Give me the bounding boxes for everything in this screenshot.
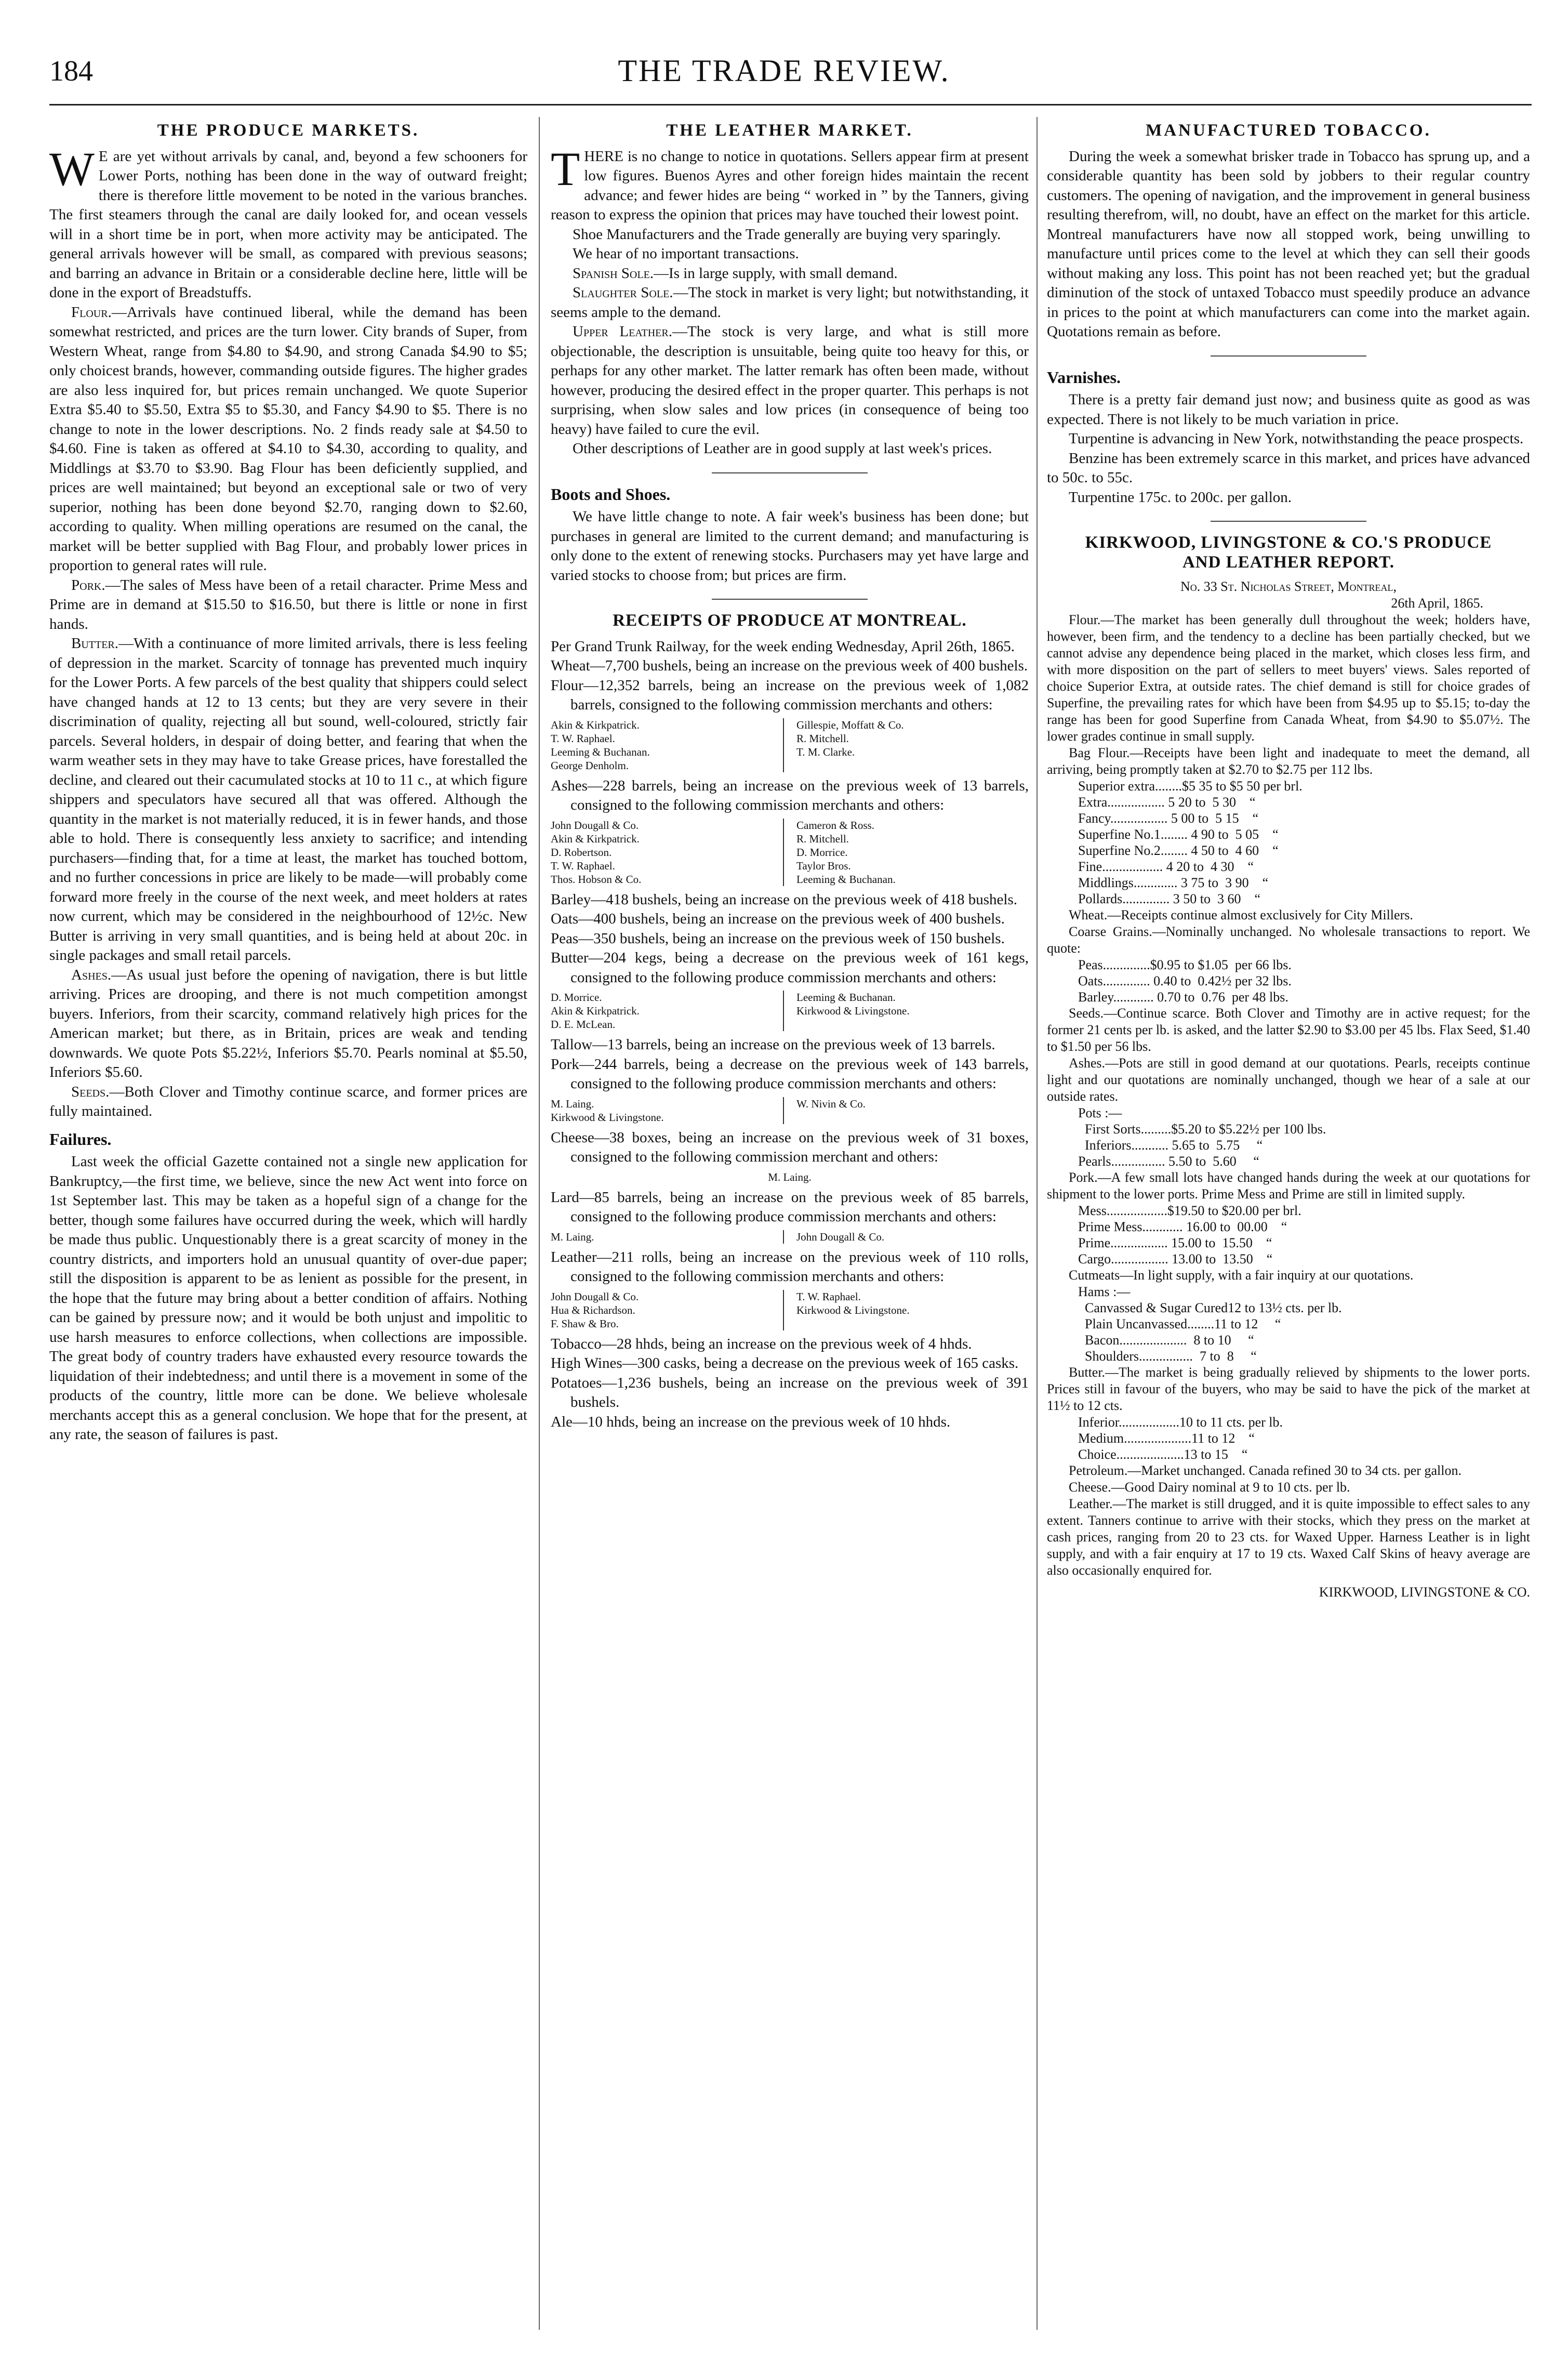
merchant-name: R. Mitchell. (796, 832, 849, 845)
report-wheat: Wheat.—Receipts continue almost exclusively for City Millers. (1069, 907, 1413, 922)
flour-paragraph: Flour.—Arrivals have continued liberal, while the demand has been somewhat restricted, and prices are the turn lower. City brands of Super, from Western Wheat, range from $4.80 to $4.90, and strong Canada $4.90 to $5; only choicest brands, however, commanding outside figures. The higher grades are also less inquired for, but prices remain unchanged. We quote Superior Extra $5.40 to $5.50, Extra $5 to $5.30, and Fancy $4.90 to $5. There is no change to note in the lower descriptions. No. 2 finds ready sale at $4.50 to $4.60. Fine is taken as offered at $4.10 to $4.30, according to quality, and Middlings at $3.70 to $3.90. Bag Flour has been deficiently supplied, and prices are well maintained; but beyond an exceptional sale or two of very superior, nothing has been done beyond $2.70, ranging down to $2.60, according to quality. When milling operations are resumed on the canal, the market will be better supplied with Bag Flour, and probably lower prices in proportion to general rates will rule. (49, 304, 527, 574)
merchant-name: George Denholm. (551, 759, 629, 772)
column-divider-1 (539, 117, 540, 2330)
merchant-name: John Dougall & Co. (796, 1230, 885, 1243)
receipt-lard: Lard—85 barrels, being an increase on the previous week of 85 barrels, consigned to the following produce commission merchants and others: (551, 1189, 1029, 1225)
merchant-name: Hua & Richardson. (551, 1303, 635, 1316)
receipt-leather: Leather—211 rolls, being an increase on the previous week of 110 rolls, consigned to the following commission merchants and others: (551, 1248, 1029, 1285)
column-1 (49, 117, 527, 1445)
merchant-name: Akin & Kirkpatrick. (551, 832, 640, 845)
column-3 (1047, 117, 1530, 1601)
merchant-name: Akin & Kirkpatrick. (551, 718, 640, 731)
report-address: No. 33 St. Nicholas Street, Montreal, (1180, 579, 1397, 594)
price-row: First Sorts.........$5.20 to $5.22½ per 100 lbs. (1078, 1122, 1326, 1137)
merchant-name: T. W. Raphael. (551, 732, 615, 745)
price-row: Superior extra........$5 35 to $5 50 per brl. (1078, 779, 1303, 794)
price-row: Hams :— (1078, 1284, 1131, 1299)
leather-intro: THERE is no change to notice in quotations. Sellers appear firm at present low figures. Buenos Ayres and other foreign hides maintain the recent advance; and fewer hides are being “ worked in ” by the Tanners, giving reason to express the opinion that prices may have touched their lowest point. (551, 142, 1029, 223)
price-row: Shoulders................ 7 to 8 “ (1078, 1349, 1257, 1364)
leather-p3: We hear of no important transactions. (573, 245, 799, 262)
failures-paragraph: Last week the official Gazette contained not a single new application for Bankruptcy,—the first time, we believe, since the new Act went into force on 1st September last. This may be taken as a hopeful sign of a change for the better, though some failures have occurred during the week, which will hardly be made thus public. Unquestionably there is a great scarcity of money in the country districts, and importers hold an unusual quantity of over-due paper; still the disposition is apparent to be as lenient as possible for the present, in the hope that the future may bring about a better condition of affairs. Nothing can be gained by pressure now; and it would be both unjust and impolitic to use harsh measures to enforce collections, when collections are impossible. The great body of country traders have exhausted every resource towards the liquidation of their indebtedness; and until there is a movement in some of the products of the country, little more can be done. We believe wholesale merchants accept this as a general conclusion. We hope that for the present, at any rate, the season of failures is past. (49, 1153, 527, 1443)
merchant-name: Leeming & Buchanan. (796, 873, 896, 886)
section-rule (712, 599, 868, 600)
merchant-list-right (796, 1097, 1029, 1124)
section-rule (1211, 355, 1366, 357)
report-pork: Pork.—A few small lots have changed hands during the week at our quotations for shipment to the lower ports. Prime Mess and Prime are still in limited supply. (1047, 1170, 1530, 1202)
merchant-name: John Dougall & Co. (551, 819, 639, 832)
price-row: Barley............ 0.70 to 0.76 per 48 lbs. (1078, 990, 1288, 1005)
produce-markets-heading: THE PRODUCE MARKETS. (157, 121, 420, 140)
receipt-barley: Barley—418 bushels, being an increase on the previous week of 418 bushels. (551, 891, 1017, 908)
merchant-name: Akin & Kirkpatrick. (551, 1005, 640, 1017)
receipt-oats: Oats—400 bushels, being an increase on the previous week of 400 bushels. (551, 911, 1005, 927)
page-number: 184 (49, 55, 93, 87)
report-dateline (1047, 578, 1530, 612)
price-row: Medium....................11 to 12 “ (1078, 1431, 1255, 1446)
failures-heading: Failures. (49, 1129, 112, 1149)
merchant-list-left (551, 1097, 784, 1124)
seeds-paragraph: Seeds.—Both Clover and Timothy continue scarce, and former prices are fully maintained. (49, 1083, 527, 1119)
drop-cap: W (49, 142, 95, 195)
price-row: Oats.............. 0.40 to 0.42½ per 32 lbs. (1078, 973, 1292, 988)
slaughter-sole-paragraph: Slaughter Sole.—The stock in market is very light; but notwithstanding, it seems ample to the demand. (551, 284, 1029, 321)
merchant-name: F. Shaw & Bro. (551, 1317, 619, 1330)
price-row: Mess..................$19.50 to $20.00 per brl. (1078, 1203, 1301, 1218)
price-row: Pearls................ 5.50 to 5.60 “ (1078, 1154, 1259, 1169)
ashes-price-table (1078, 1105, 1530, 1169)
varnishes-p4: Turpentine 175c. to 200c. per gallon. (1069, 489, 1292, 506)
merchant-name: John Dougall & Co. (551, 1290, 639, 1303)
price-row: Superfine No.1........ 4 90 to 5 05 “ (1078, 827, 1279, 842)
tobacco-heading: MANUFACTURED TOBACCO. (1146, 121, 1431, 140)
merchant-list-left (551, 991, 784, 1031)
price-row: Bacon.................... 8 to 10 “ (1078, 1333, 1254, 1348)
price-row: Inferior..................10 to 11 cts. per lb. (1078, 1415, 1283, 1430)
merchant-name: Kirkwood & Livingstone. (796, 1303, 910, 1316)
price-row: Extra................. 5 20 to 5 30 “ (1078, 795, 1256, 810)
receipt-ashes: Ashes—228 barrels, being an increase on the previous week of 13 barrels, consigned to the following commission merchants and others: (551, 777, 1029, 813)
receipt-pork: Pork—244 barrels, being a decrease on the previous week of 143 barrels, consigned to the following produce commission merchants and others: (551, 1056, 1029, 1092)
flour-price-table (1078, 778, 1530, 907)
report-heading: KIRKWOOD, LIVINGSTONE & CO.'S PRODUCE (1085, 533, 1492, 552)
report-bag-flour: Bag Flour.—Receipts have been light and inadequate to meet the demand, all arriving, being promptly taken at $2.70 to $2.75 per 112 lbs. (1047, 745, 1530, 777)
merchant-name: T. W. Raphael. (796, 1290, 861, 1303)
leather-other-paragraph: Other descriptions of Leather are in good supply at last week's prices. (573, 440, 992, 457)
price-row: Middlings............. 3 75 to 3 90 “ (1078, 875, 1269, 890)
report-leather: Leather.—The market is still drugged, and it is quite impossible to effect sales to any extent. Tanners continue to arrive with their stocks, which they press on the market at cash prices, ranging from 20 to 23 cts. for Waxed Upper. Harness Leather is in light supply, and with a fair enquiry at 17 to 19 cts. Waxed Calf Skins of heavy average are also occasionally enquired for. (1047, 1496, 1530, 1578)
price-row: Prime Mess............ 16.00 to 00.00 “ (1078, 1219, 1287, 1234)
price-row: Pollards.............. 3 50 to 3 60 “ (1078, 891, 1260, 906)
price-row: Superfine No.2........ 4 50 to 4 60 “ (1078, 843, 1279, 858)
report-cheese: Cheese.—Good Dairy nominal at 9 to 10 cts. per lb. (1069, 1480, 1350, 1495)
merchant-name: M. Laing. (551, 1230, 594, 1243)
merchant-name: T. M. Clarke. (796, 745, 855, 758)
merchant-list-right (796, 991, 1029, 1031)
price-row: Fine.................. 4 20 to 4 30 “ (1078, 859, 1254, 874)
merchant-name: D. Robertson. (551, 846, 612, 859)
varnishes-p3: Benzine has been extremely scarce in this market, and prices have advanced to 50c. to 55c. (1047, 450, 1530, 486)
merchant-list-left (551, 718, 784, 772)
ashes-paragraph: Ashes.—As usual just before the opening of navigation, there is but little arriving. Prices are drooping, and there is not much competition amongst buyers. Inferiors, from their scarcity, command relatively high prices for the American market; but there, as in Britain, prices are weak and tending downwards. We quote Pots $5.22½, Inferiors $5.70. Pearls nominal at $5.50, Inferiors $5.60. (49, 966, 527, 1080)
merchant-name: W. Nivin & Co. (796, 1097, 866, 1110)
merchant-name: Kirkwood & Livingstone. (551, 1111, 664, 1124)
spanish-sole-paragraph: Spanish Sole.—Is in large supply, with small demand. (573, 265, 898, 282)
merchant-name: T. W. Raphael. (551, 859, 615, 872)
price-row: Peas..............$0.95 to $1.05 per 66 lbs. (1078, 957, 1292, 972)
report-butter: Butter.—The market is being gradually relieved by shipments to the lower ports. Prices still in favour of the buyers, who may be said to have the pick of the market at 11½ to 12 cts. (1047, 1365, 1530, 1413)
price-row: Plain Uncanvassed........11 to 12 “ (1078, 1316, 1281, 1331)
upper-leather-paragraph: Upper Leather.—The stock is very large, and what is still more objectionable, the description is unsuitable, being quite too heavy for this, or perhaps for any other market. The latter remark has often been made, without however, producing the desired effect in the proper quarter. This perhaps is not surprising, when slow sales and low prices (in consequence of being too heavy) have failed to cure the evil. (551, 323, 1029, 438)
price-row: Cargo................. 13.00 to 13.50 “ (1078, 1251, 1273, 1267)
receipt-cheese: Cheese—38 boxes, being an increase on the previous week of 31 boxes, consigned to the following commission merchant and others: (551, 1129, 1029, 1165)
butter-paragraph: Butter.—With a continuance of more limited arrivals, there is less feeling of depression in the market. Scarcity of tonnage has prevented much inquiry for the Lower Ports. A few parcels of the best quality that shippers could select have changed hands at 12 to 13 cents; but they are very severe in their discrimination of quality, rejecting all but sound, well-coloured, strictly fair parcels. Several holders, in despair of doing better, and fearing that when the warm weather sets in they may have to take Grease prices, have forestalled the decline, and cleared out their cacumulated stocks at 10 to 11 c., at which figure shippers and speculators have secured all that was offered. Although the quantity in the market is not materially reduced, it is in fewer hands, and those able to hold. There is consequently less anxiety to sacrifice; and intending purchasers—finding that, for a time at least, the market has touched bottom, and no further concessions in price are likely to be made—will probably come forward more freely in the course of the next week, and meet holders at rates now current, which may be considered in the neighbourhood of 12½c. New Butter is arriving in very small quantities, and is being held at about 20c. in single packages and small retail parcels. (49, 635, 527, 964)
merchant-name: M. Laing. (551, 1097, 594, 1110)
pork-paragraph: Pork.—The sales of Mess have been of a retail character. Prime Mess and Prime are in demand at $15.50 to $16.50, but there is little or none in first hands. (49, 576, 527, 632)
report-body (1047, 612, 1530, 1601)
drop-cap: T (551, 142, 580, 195)
receipt-wheat: Wheat—7,700 bushels, being an increase on the previous week of 400 bushels. (551, 657, 1028, 674)
merchant-list-left (551, 819, 784, 886)
merchant-single: M. Laing. (768, 1170, 812, 1183)
varnishes-heading: Varnishes. (1047, 367, 1121, 387)
report-heading-2: AND LEATHER REPORT. (1182, 552, 1395, 572)
leather-p2: Shoe Manufacturers and the Trade generally are buying very sparingly. (573, 226, 1001, 243)
receipt-potatoes: Potatoes—1,236 bushels, being an increase on the previous week of 391 bushels. (551, 1374, 1029, 1410)
column-divider-2 (1037, 117, 1038, 2330)
receipt-flour: Flour—12,352 barrels, being an increase on the previous week of 1,082 barrels, consigned to the following commission merchants and others: (551, 677, 1029, 713)
tobacco-paragraph: During the week a somewhat brisker trade in Tobacco has sprung up, and a considerable quantity has been sold by jobbers to their regular country customers. The opening of navigation, and the improvement in general business resulting therefrom, will, no doubt, have an effect on the market for this article. Montreal manufacturers have now all stopped work, being unwilling to manufacture until prices come to the level at which they can sell their goods without making any loss. This point has not been reached yet; but the gradual diminution of the stock of untaxed Tobacco must speedily produce an advance in prices to the point at which manufacturers can come into the market again. Quotations remain as before. (1047, 148, 1530, 340)
receipts-heading: RECEIPTS OF PRODUCE AT MONTREAL. (613, 611, 967, 630)
receipt-tobacco: Tobacco—28 hhds, being an increase on the previous week of 4 hhds. (551, 1335, 972, 1352)
merchant-name: Cameron & Ross. (796, 819, 874, 832)
report-date: 26th April, 1865. (1391, 596, 1483, 611)
price-row: Fancy................. 5 00 to 5 15 “ (1078, 811, 1259, 826)
merchant-name: D. E. McLean. (551, 1018, 616, 1031)
varnishes-p2: Turpentine is advancing in New York, notwithstanding the peace prospects. (1069, 430, 1524, 447)
price-row: Canvassed & Sugar Cured12 to 13½ cts. per lb. (1078, 1300, 1342, 1315)
merchant-list-right (796, 1290, 1029, 1330)
butter-price-table (1078, 1414, 1530, 1462)
hams-price-table (1078, 1284, 1530, 1364)
receipts-intro: Per Grand Trunk Railway, for the week ending Wednesday, April 26th, 1865. (551, 638, 1015, 655)
price-row: Choice....................13 to 15 “ (1078, 1447, 1248, 1462)
receipt-peas: Peas—350 bushels, being an increase on the previous week of 150 bushels. (551, 930, 1005, 947)
merchant-list (551, 819, 1029, 886)
price-row: Prime................. 15.00 to 15.50 “ (1078, 1235, 1272, 1250)
report-flour: Flour.—The market has been generally dull throughout the week; holders have, however, been firm, and the tendency to a decline has been partially checked, but we cannot advise any dependence being placed in the market, which closes less firm, and with more disposition on the part of sellers to meet buyers' views. Sales reported of choice Superior Extra, at outside rates. The chief demand is still for choice grades of Superfine, the prevailing rates for which have been from $4.95 up to $5.15; to-day the range has been for good Superfine from Canada Wheat, from $4.90 to $5.07½. The lower grades continue in small supply. (1047, 612, 1530, 744)
receipt-tallow: Tallow—13 barrels, being an increase on the previous week of 13 barrels. (551, 1036, 995, 1053)
pork-price-table (1078, 1203, 1530, 1267)
merchant-list-right (796, 819, 1029, 886)
boots-heading: Boots and Shoes. (551, 484, 671, 504)
grain-price-table (1078, 957, 1530, 1005)
merchant-list (551, 1230, 1029, 1244)
produce-intro: W E are yet without arrivals by canal, and, beyond a few schooners for Lower Ports, nothing has been done in the way of outward freight; there is therefore little movement to be noted in the various branches. The first steamers through the canal are daily looked for, and ocean vessels will in a short time be in port, when more activity may be anticipated. The general arrivals however will be small, as compared with previous seasons; and barring an advance in Britain or a considerable decline here, little will be done in the export of Breadstuffs. (49, 142, 527, 301)
merchant-list (551, 718, 1029, 772)
merchant-name: Thos. Hobson & Co. (551, 873, 642, 886)
receipt-high-wines: High Wines—300 casks, being a decrease on the previous week of 165 casks. (551, 1355, 1019, 1371)
varnishes-p1: There is a pretty fair demand just now; and business quite as good as was expected. There is not likely to be much variation in price. (1047, 391, 1530, 428)
merchant-list-left (551, 1290, 784, 1330)
report-petroleum: Petroleum.—Market unchanged. Canada refined 30 to 34 cts. per gallon. (1069, 1463, 1461, 1478)
section-rule (1211, 521, 1366, 522)
receipt-ale: Ale—10 hhds, being an increase on the previous week of 10 hhds. (551, 1413, 951, 1430)
price-row: Pots :— (1078, 1105, 1122, 1120)
merchant-name: D. Morrice. (551, 991, 602, 1004)
boots-paragraph: We have little change to note. A fair week's business has been done; but purchases in general are limited to the current demand; and manufacturing is only done to the extent of renewing stocks. Purchasers may yet have large and varied stocks to choose from; but prices are firm. (551, 508, 1029, 584)
leather-market-heading: THE LEATHER MARKET. (666, 121, 913, 140)
publication-title: THE TRADE REVIEW. (618, 54, 950, 88)
price-row: Inferiors........... 5.65 to 5.75 “ (1078, 1138, 1263, 1153)
merchant-name: Gillespie, Moffatt & Co. (796, 718, 904, 731)
merchant-name: Leeming & Buchanan. (796, 991, 896, 1004)
report-coarse-grains: Coarse Grains.—Nominally unchanged. No wholesale transactions to report. We quote: (1047, 924, 1530, 956)
report-ashes: Ashes.—Pots are still in good demand at our quotations. Pearls, receipts continue light and our quotations are nominally unchanged, though we hear of a sale at our outside rates. (1047, 1056, 1530, 1104)
merchant-name: Taylor Bros. (796, 859, 851, 872)
merchant-list-left (551, 1230, 784, 1244)
merchant-name: Kirkwood & Livingstone. (796, 1005, 910, 1017)
merchant-list (551, 1290, 1029, 1330)
receipt-butter: Butter—204 kegs, being a decrease on the previous week of 161 kegs, consigned to the following produce commission merchants and others: (551, 949, 1029, 986)
merchant-name: R. Mitchell. (796, 732, 849, 745)
merchant-list (551, 991, 1029, 1031)
merchant-name: D. Morrice. (796, 846, 848, 859)
header-rule (49, 104, 1532, 105)
merchant-name: Leeming & Buchanan. (551, 745, 650, 758)
report-seeds: Seeds.—Continue scarce. Both Clover and Timothy are in active request; for the former 21 cents per lb. is asked, and the latter $2.90 to $3.00 per 45 lbs. Flax Seed, $1.40 to $1.50 per 56 lbs. (1047, 1006, 1530, 1054)
section-rule (712, 472, 868, 473)
report-cutmeats: Cutmeats—In light supply, with a fair inquiry at our quotations. (1069, 1268, 1414, 1283)
merchant-list-right (796, 718, 1029, 772)
merchant-list (551, 1097, 1029, 1124)
merchant-list-right (796, 1230, 1029, 1244)
report-signature: KIRKWOOD, LIVINGSTONE & CO. (1319, 1585, 1530, 1600)
column-2 (551, 117, 1029, 1432)
